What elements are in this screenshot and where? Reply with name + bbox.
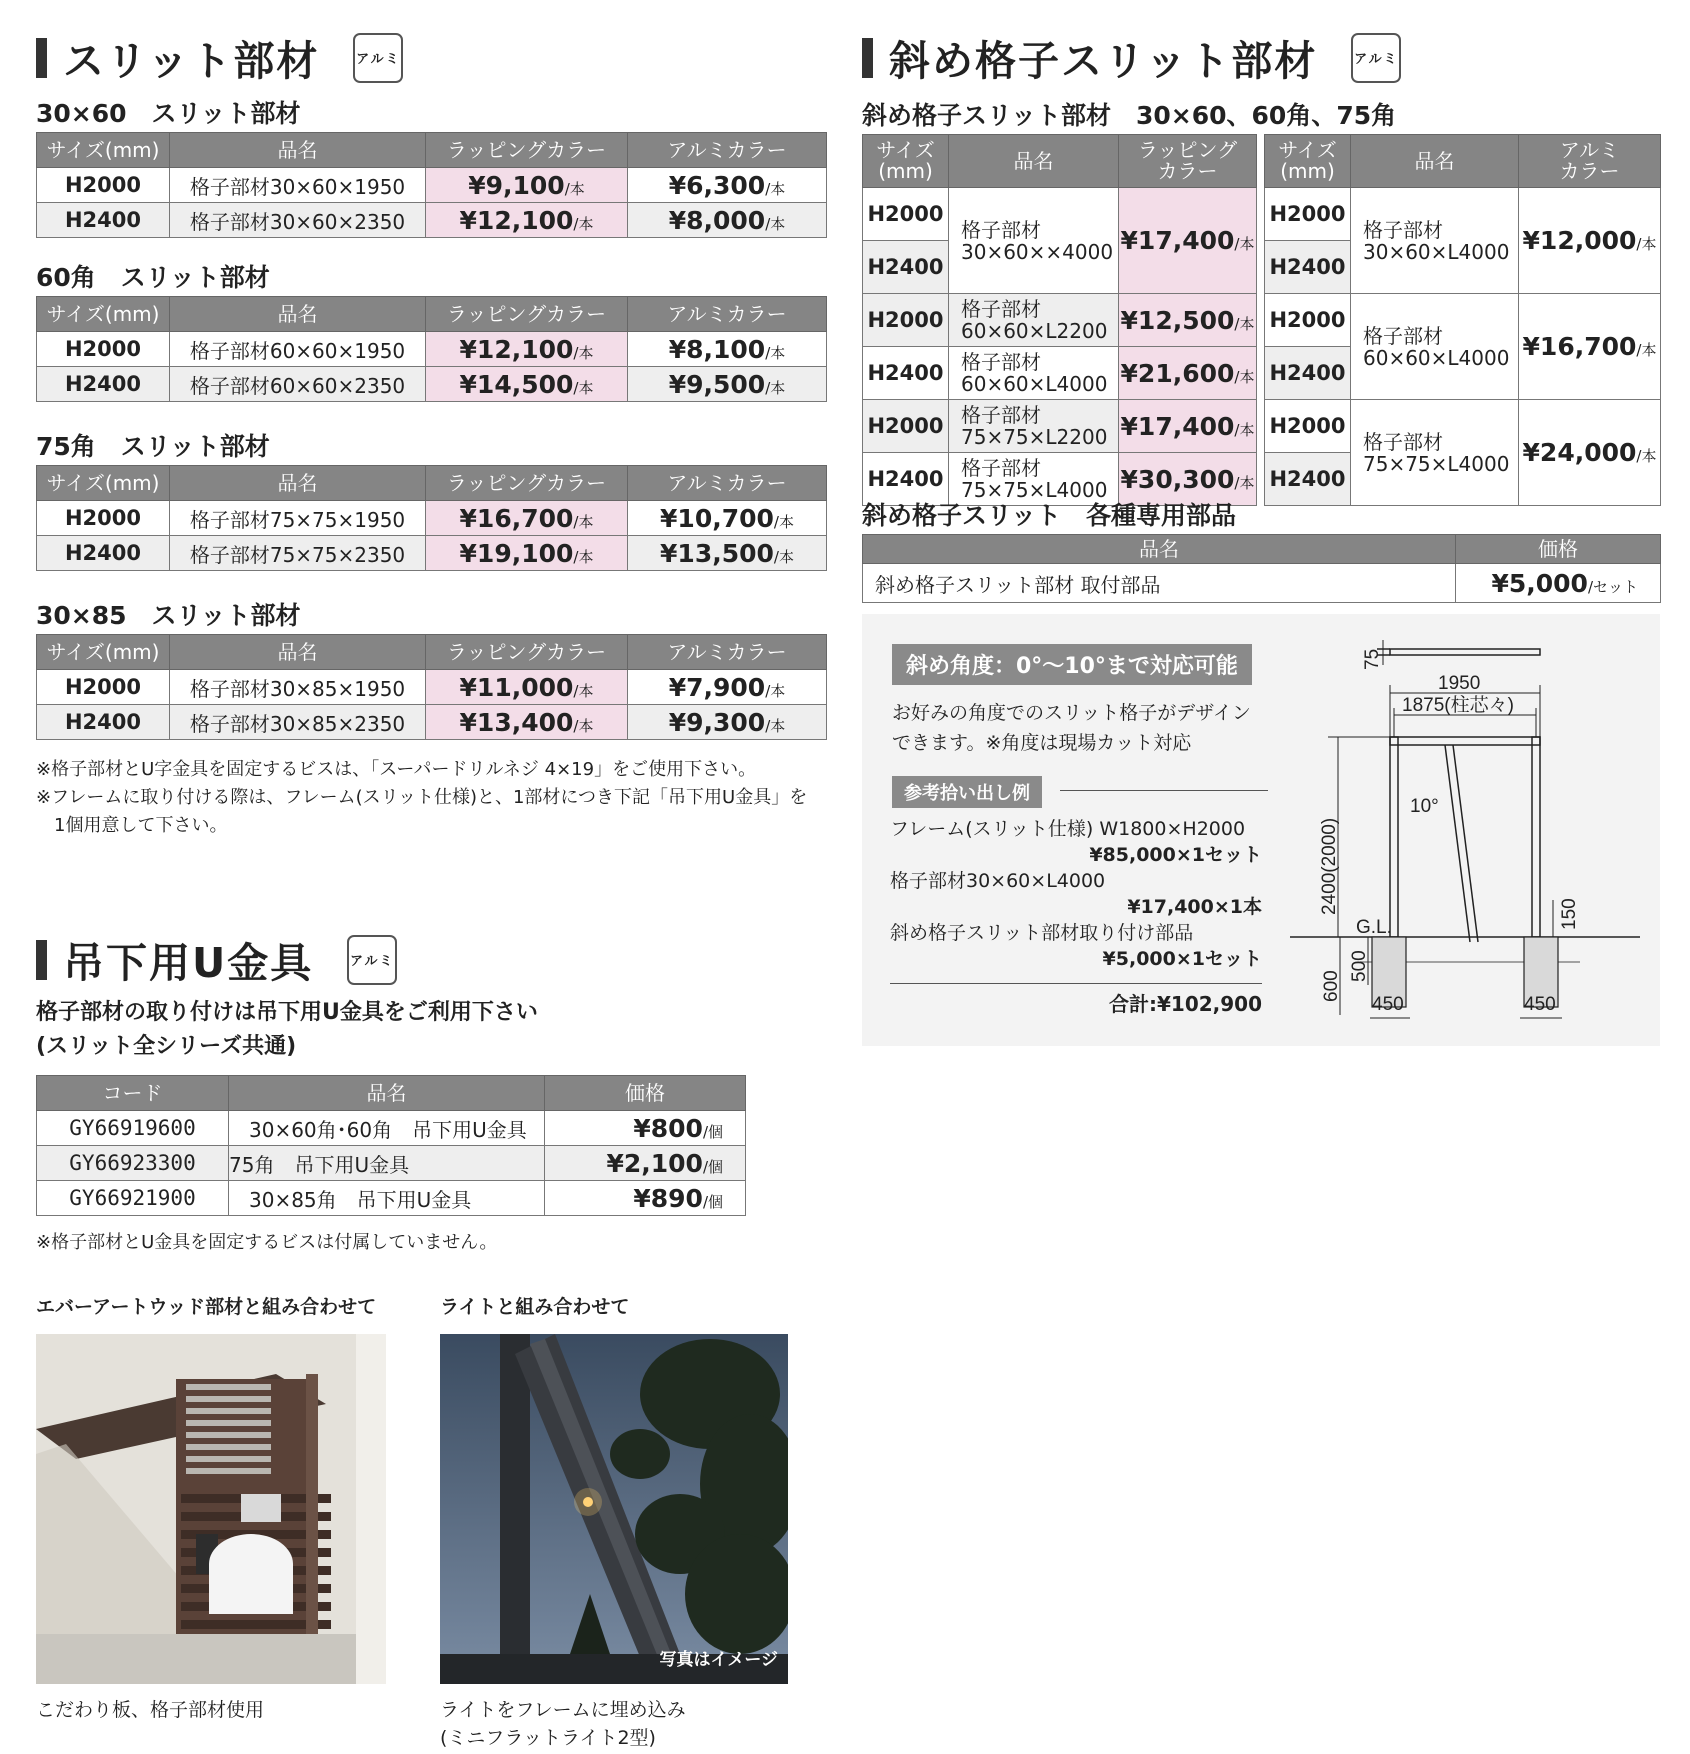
col-header-name: 品名	[863, 535, 1456, 564]
ubracket-title-text: 吊下用U金具	[63, 939, 314, 987]
alu-price-cell	[628, 332, 827, 367]
price-unit: /個	[702, 1157, 723, 1176]
code-cell: GY66921900	[37, 1181, 229, 1216]
price-value: ¥9,300	[668, 707, 766, 737]
table-row	[37, 1181, 746, 1216]
price-value: ¥12,000	[1522, 226, 1637, 255]
alu-price-cell	[628, 705, 827, 740]
price-unit: /本	[773, 547, 794, 566]
price-unit: /本	[765, 179, 786, 198]
col-header-wrap: ラッピング カラー	[1119, 135, 1257, 188]
name-line-1: 格子部材	[1363, 217, 1443, 242]
price-unit: /本	[1234, 314, 1255, 333]
title-bar	[36, 38, 47, 78]
angle-desc	[892, 698, 1251, 758]
price-value: ¥13,500	[660, 538, 774, 568]
price-value: ¥13,400	[459, 707, 574, 737]
slit-notes	[36, 756, 807, 840]
col-header-size: サイズ (mm)	[863, 135, 949, 188]
name-cell: 30×60角･60角 吊下用U金具	[229, 1111, 545, 1146]
dim-pitch: 1875(柱芯々)	[1402, 695, 1514, 716]
col-header-name: 品名	[1351, 135, 1519, 188]
col-header-code: コード	[37, 1076, 229, 1111]
col-header-alu: アルミカラー	[628, 635, 827, 670]
table-row	[37, 203, 827, 238]
price-value: ¥12,100	[459, 334, 574, 364]
dim-depth1: 500	[1349, 950, 1370, 982]
alu-price-cell	[628, 367, 827, 402]
name-cell	[1351, 400, 1519, 506]
table-header-row	[1265, 135, 1661, 188]
name-cell: 30×85角 吊下用U金具	[229, 1181, 545, 1216]
table-row	[37, 536, 827, 571]
photo2-caption-line1: ライトをフレームに埋め込み	[440, 1699, 686, 1721]
slit-subtitle: 30×85 スリット部材	[36, 601, 301, 630]
slit-table	[36, 296, 827, 402]
ubracket-desc-1: 格子部材の取り付けは吊下用U金具をご利用下さい	[36, 1000, 538, 1025]
table-row	[863, 400, 1257, 453]
price-value: ¥890	[633, 1183, 703, 1213]
table-row	[37, 1146, 746, 1181]
name-cell	[1351, 294, 1519, 400]
ubracket-table	[36, 1075, 746, 1216]
photo2-caption	[440, 1696, 686, 1752]
col-header-alu: アルミカラー	[628, 133, 827, 168]
size-cell: H2000	[863, 400, 949, 453]
dim-above: 150	[1559, 898, 1580, 930]
name-line-1: 格子部材	[961, 297, 1041, 321]
diag-title-text: 斜め格子スリット部材	[889, 37, 1318, 85]
code-cell: GY66919600	[37, 1111, 229, 1146]
name-cell	[949, 400, 1119, 453]
price-unit: /本	[573, 681, 594, 700]
price-value: ¥19,100	[459, 538, 574, 568]
ubracket-desc-2: (スリット全シリーズ共通)	[36, 1034, 297, 1059]
name-cell: 格子部材30×85×1950	[170, 670, 426, 705]
size-cell: H2000	[37, 168, 170, 203]
size-cell: H2400	[37, 367, 170, 402]
col-header-wrap: ラッピングカラー	[426, 466, 628, 501]
name-cell: 格子部材30×60×2350	[170, 203, 426, 238]
dim-gl: G.L.	[1356, 917, 1392, 938]
price-value: ¥14,500	[459, 369, 574, 399]
photo2-heading: ライトと組み合わせて	[440, 1296, 630, 1318]
table-row	[1265, 188, 1661, 241]
price-unit: /本	[573, 512, 594, 531]
col-header-alu: アルミカラー	[628, 297, 827, 332]
table-header-row	[37, 1076, 746, 1111]
slit-table	[36, 132, 827, 238]
price-unit: /本	[773, 512, 794, 531]
alu-price-cell	[628, 203, 827, 238]
name-line-2: 75×75×L2200	[961, 425, 1108, 449]
example-pill: 参考拾い出し例	[892, 776, 1042, 808]
parts-name: 斜め格子スリット部材 取付部品	[863, 564, 1456, 603]
size-cell: H2000	[863, 188, 949, 241]
alu-price-cell	[628, 536, 827, 571]
name-cell	[949, 188, 1119, 294]
price-unit: /個	[702, 1122, 723, 1141]
frame-drawing	[1290, 630, 1640, 1030]
size-cell: H2400	[37, 705, 170, 740]
parts-table	[862, 534, 1661, 603]
table-row	[37, 670, 827, 705]
slit-note-3: 1個用意して下さい。	[36, 815, 228, 836]
price-unit: /本	[765, 214, 786, 233]
dim-top: 75	[1362, 648, 1383, 670]
size-cell: H2000	[1265, 294, 1351, 347]
slit-note-1: ※格子部材とU字金具を固定するビスは、「スーパードリルネジ 4×19」をご使用下さい。	[36, 759, 757, 780]
table-header-row	[37, 133, 827, 168]
photo1-caption	[36, 1696, 264, 1724]
photo2-caption-line2: (ミニフラットライト2型)	[440, 1727, 656, 1749]
name-line-1: 格子部材	[961, 456, 1041, 480]
price-value: ¥800	[633, 1113, 703, 1143]
angle-desc-1: お好みの角度でのスリット格子がデザイン	[892, 702, 1251, 724]
name-cell: 格子部材75×75×2350	[170, 536, 426, 571]
slit-subtitle: 30×60 スリット部材	[36, 99, 301, 128]
example-total: 合計:¥102,900	[1108, 992, 1262, 1016]
table-row	[1265, 294, 1661, 347]
size-cell: H2000	[37, 332, 170, 367]
name-cell	[949, 347, 1119, 400]
example-item-2: 格子部材30×60×L4000	[890, 870, 1106, 892]
price-cell	[1119, 188, 1257, 294]
price-value: ¥30,300	[1120, 464, 1235, 494]
photo-evarart-wood	[36, 1334, 386, 1684]
size-cell: H2000	[37, 501, 170, 536]
price-cell	[1519, 294, 1661, 400]
table-row	[1265, 400, 1661, 453]
name-line-1: 格子部材	[1363, 429, 1443, 454]
col-header-name: 品名	[949, 135, 1119, 188]
table-row	[37, 1111, 746, 1146]
price-unit: /本	[573, 343, 594, 362]
example-list	[890, 816, 1262, 972]
table-row	[37, 168, 827, 203]
parts-title: 斜め格子スリット 各種専用部品	[862, 501, 1237, 530]
slit-title-text: スリット部材	[63, 37, 320, 85]
price-unit: /本	[1636, 235, 1657, 253]
example-price-3: ¥5,000×1セット	[1102, 948, 1262, 970]
price-value: ¥16,700	[459, 503, 574, 533]
col-header-name: 品名	[170, 635, 426, 670]
table-row	[863, 347, 1257, 400]
name-line-2: 60×60×L4000	[1363, 345, 1510, 370]
col-header-price: 価格	[1456, 535, 1661, 564]
price-value: ¥8,000	[668, 205, 766, 235]
table-header-row	[37, 297, 827, 332]
example-item-1: フレーム(スリット仕様) W1800×H2000	[890, 818, 1246, 840]
wrap-price-cell	[426, 501, 628, 536]
table-row	[863, 564, 1661, 603]
price-unit: /本	[1636, 341, 1657, 359]
price-value: ¥8,100	[668, 334, 766, 364]
size-cell: H2400	[1265, 347, 1351, 400]
photo1-heading: エバーアートウッド部材と組み合わせて	[36, 1296, 377, 1318]
price-unit: /本	[1234, 473, 1255, 492]
col-header-alu: アルミ カラー	[1519, 135, 1661, 188]
example-rule	[1060, 790, 1268, 791]
name-line-1: 格子部材	[961, 217, 1041, 242]
price-unit: /本	[765, 343, 786, 362]
angle-pill: 斜め角度：0°〜10°まで対応可能	[892, 644, 1252, 685]
slit-subtitle: 75角 スリット部材	[36, 432, 270, 461]
slit-section-title	[36, 28, 403, 87]
price-value: ¥5,000	[1491, 568, 1588, 598]
col-header-size: サイズ(mm)	[37, 635, 170, 670]
price-unit: /本	[765, 378, 786, 397]
example-total-rule	[890, 983, 1262, 984]
price-value: ¥6,300	[668, 170, 766, 200]
price-value: ¥21,600	[1120, 358, 1235, 388]
alu-price-cell	[628, 501, 827, 536]
name-cell: 格子部材30×85×2350	[170, 705, 426, 740]
price-cell	[1119, 294, 1257, 347]
price-cell	[1519, 400, 1661, 506]
title-bar	[862, 38, 873, 78]
table-row	[863, 294, 1257, 347]
name-line-1: 格子部材	[1363, 323, 1443, 348]
price-unit: /本	[573, 716, 594, 735]
name-line-2: 75×75×L4000	[961, 478, 1108, 502]
price-cell	[545, 1181, 746, 1216]
price-unit: /本	[1234, 235, 1255, 253]
price-unit: /本	[573, 547, 594, 566]
name-line-2: 30×60××4000	[961, 239, 1114, 264]
angle-desc-2: できます。※角度は現場カット対応	[892, 732, 1192, 754]
slit-subtitle: 60角 スリット部材	[36, 263, 270, 292]
col-header-size: サイズ (mm)	[1265, 135, 1351, 188]
slit-note-2: ※フレームに取り付ける際は、フレーム(スリット仕様)と、1部材につき下記「吊下用U金具」を	[36, 787, 808, 808]
wrap-price-cell	[426, 670, 628, 705]
size-cell: H2400	[1265, 453, 1351, 506]
name-cell: 格子部材75×75×1950	[170, 501, 426, 536]
price-value: ¥2,100	[606, 1148, 703, 1178]
dim-foot-left: 450	[1372, 994, 1404, 1015]
size-cell: H2400	[863, 241, 949, 294]
table-row	[37, 501, 827, 536]
size-cell: H2000	[37, 670, 170, 705]
alu-badge: アルミ	[347, 935, 397, 985]
diag-wrap-table	[862, 134, 1257, 506]
col-header-size: サイズ(mm)	[37, 133, 170, 168]
slit-table	[36, 465, 827, 571]
table-header-row	[863, 135, 1257, 188]
wrap-price-cell	[426, 367, 628, 402]
col-header-name: 品名	[170, 133, 426, 168]
title-bar	[36, 940, 47, 980]
wrap-price-cell	[426, 168, 628, 203]
example-price-1: ¥85,000×1セット	[1089, 844, 1262, 866]
example-item-3: 斜め格子スリット部材取り付け部品	[890, 922, 1194, 944]
price-value: ¥9,100	[468, 170, 565, 200]
wrap-price-cell	[426, 536, 628, 571]
price-value: ¥17,400	[1120, 226, 1235, 255]
size-cell: H2400	[37, 203, 170, 238]
price-unit: /本	[765, 716, 786, 735]
size-cell: H2000	[1265, 188, 1351, 241]
price-unit: /個	[702, 1192, 723, 1211]
size-cell: H2400	[1265, 241, 1351, 294]
dim-depth2: 600	[1321, 970, 1342, 1002]
name-cell: 75角 吊下用U金具	[229, 1146, 545, 1181]
col-header-alu: アルミカラー	[628, 466, 827, 501]
diag-section-title	[862, 28, 1401, 87]
parts-price	[1456, 564, 1661, 603]
diag-subtitle: 斜め格子スリット部材 30×60、60角、75角	[862, 101, 1397, 130]
size-cell: H2400	[863, 453, 949, 506]
ubracket-desc	[36, 996, 538, 1064]
alu-badge: アルミ	[1351, 33, 1401, 83]
price-cell	[545, 1146, 746, 1181]
col-header-wrap: ラッピングカラー	[426, 635, 628, 670]
photo-light	[440, 1334, 788, 1684]
table-row	[37, 705, 827, 740]
price-unit: /セット	[1587, 577, 1638, 596]
wrap-price-cell	[426, 332, 628, 367]
name-line-2: 60×60×L4000	[961, 372, 1108, 396]
size-cell: H2400	[863, 347, 949, 400]
photo1-illustration	[36, 1334, 386, 1684]
diag-alu-table	[1264, 134, 1661, 506]
table-row	[37, 332, 827, 367]
price-value: ¥17,400	[1120, 411, 1235, 441]
dim-width: 1950	[1438, 673, 1481, 694]
example-price-2: ¥17,400×1本	[1127, 896, 1262, 918]
name-cell: 格子部材60×60×2350	[170, 367, 426, 402]
size-cell: H2000	[1265, 400, 1351, 453]
col-header-name: 品名	[229, 1076, 545, 1111]
name-line-2: 60×60×L2200	[961, 319, 1108, 343]
ubracket-section-title	[36, 930, 397, 989]
col-header-wrap: ラッピングカラー	[426, 133, 628, 168]
col-header-size: サイズ(mm)	[37, 297, 170, 332]
photo1-caption-line: こだわり板、格子部材使用	[36, 1699, 265, 1721]
name-line-1: 格子部材	[961, 350, 1041, 374]
table-header-row	[37, 466, 827, 501]
price-unit: /本	[1234, 367, 1255, 386]
code-cell: GY66923300	[37, 1146, 229, 1181]
price-cell	[1519, 188, 1661, 294]
col-header-name: 品名	[170, 466, 426, 501]
price-cell	[1119, 347, 1257, 400]
dim-foot-right: 450	[1524, 994, 1556, 1015]
alu-badge: アルミ	[353, 33, 403, 83]
name-cell	[949, 294, 1119, 347]
price-unit: /本	[573, 214, 594, 233]
table-header-row	[863, 535, 1661, 564]
wrap-price-cell	[426, 203, 628, 238]
alu-price-cell	[628, 670, 827, 705]
name-line-2: 75×75×L4000	[1363, 451, 1510, 476]
price-value: ¥12,500	[1120, 305, 1235, 335]
alu-price-cell	[628, 168, 827, 203]
name-cell: 格子部材60×60×1950	[170, 332, 426, 367]
price-cell	[1119, 400, 1257, 453]
dim-height: 2400(2000)	[1319, 817, 1340, 915]
col-header-size: サイズ(mm)	[37, 466, 170, 501]
price-value: ¥12,100	[459, 205, 574, 235]
price-value: ¥10,700	[660, 503, 774, 533]
table-header-row	[37, 635, 827, 670]
slit-table	[36, 634, 827, 740]
price-unit: /本	[1234, 420, 1255, 439]
price-value: ¥9,500	[668, 369, 766, 399]
col-header-wrap: ラッピングカラー	[426, 297, 628, 332]
photo-overlay-label: 写真はイメージ	[659, 1650, 778, 1670]
price-cell	[545, 1111, 746, 1146]
col-header-price: 価格	[545, 1076, 746, 1111]
table-row	[863, 188, 1257, 241]
table-row	[37, 367, 827, 402]
photo2-illustration	[440, 1334, 788, 1684]
price-unit: /本	[765, 681, 786, 700]
col-header-name: 品名	[170, 297, 426, 332]
name-line-1: 格子部材	[961, 403, 1041, 427]
price-unit: /本	[1636, 447, 1657, 465]
price-unit: /本	[564, 179, 585, 198]
price-unit: /本	[573, 378, 594, 397]
price-value: ¥11,000	[459, 672, 574, 702]
size-cell: H2000	[863, 294, 949, 347]
price-value: ¥24,000	[1522, 438, 1637, 467]
name-line-2: 30×60×L4000	[1363, 239, 1510, 264]
dim-angle: 10°	[1410, 796, 1439, 817]
price-value: ¥7,900	[668, 672, 766, 702]
name-cell	[1351, 188, 1519, 294]
price-value: ¥16,700	[1522, 332, 1637, 361]
wrap-price-cell	[426, 705, 628, 740]
ubracket-note: ※格子部材とU金具を固定するビスは付属していません。	[36, 1232, 498, 1253]
name-cell: 格子部材30×60×1950	[170, 168, 426, 203]
size-cell: H2400	[37, 536, 170, 571]
